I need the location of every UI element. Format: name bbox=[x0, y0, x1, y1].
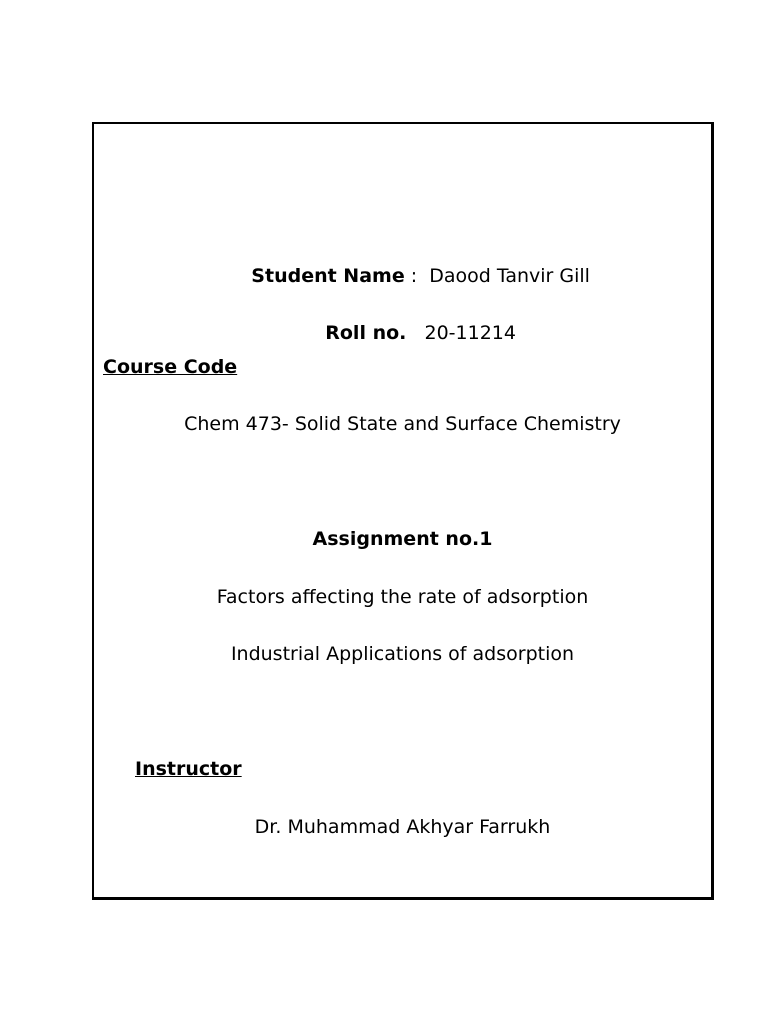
student-name-label: Student Name bbox=[251, 265, 405, 287]
assignment-heading: Assignment no.1 bbox=[312, 528, 493, 550]
topic-line: Factors affecting the rate of adsorption bbox=[216, 586, 589, 608]
instructor-heading: Instructor bbox=[135, 758, 242, 780]
student-name-value: Daood Tanvir Gill bbox=[429, 265, 590, 287]
course-title: Chem 473- Solid State and Surface Chemistry bbox=[184, 413, 621, 435]
roll-number-separator bbox=[406, 322, 424, 344]
course-code-heading: Course Code bbox=[103, 356, 238, 378]
student-name-separator: : bbox=[404, 265, 430, 287]
topic-line: Industrial Applications of adsorption bbox=[230, 643, 575, 665]
cover-border-frame bbox=[92, 122, 714, 900]
instructor-name: Dr. Muhammad Akhyar Farrukh bbox=[254, 816, 551, 838]
roll-number-label: Roll no. bbox=[325, 322, 407, 344]
roll-number-value: 20-11214 bbox=[424, 322, 516, 344]
